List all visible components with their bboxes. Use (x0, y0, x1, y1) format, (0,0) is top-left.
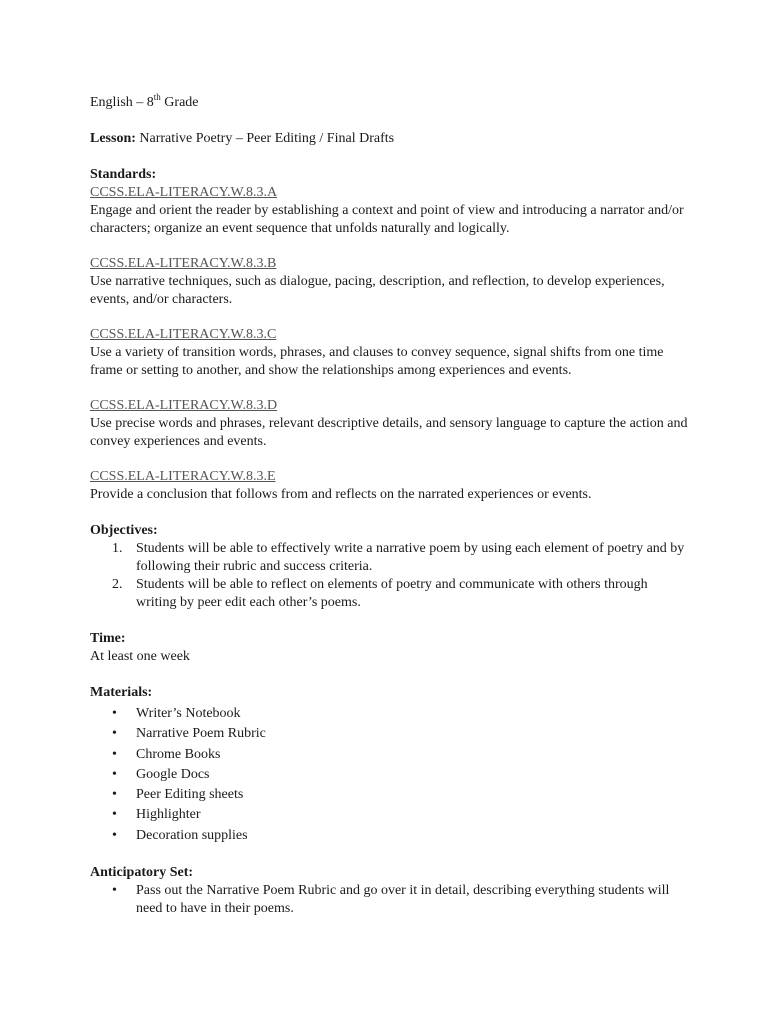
course-subject: English – 8 (90, 95, 154, 110)
standard-text: Use a variety of transition words, phrases, and clauses to convey sequence, signal shifts from one time frame or setting to another, and show the relationships among experiences and events. (90, 345, 664, 378)
time-section (90, 630, 690, 666)
objective-number: 1. (112, 541, 123, 556)
objectives-section (90, 522, 690, 612)
lesson-line (90, 130, 690, 148)
objective-text: Students will be able to reflect on elements of poetry and communicate with others through writing by peer edit each other’s poems. (136, 577, 648, 610)
anticipatory-set-heading: Anticipatory Set: (90, 865, 194, 881)
lesson-title: Narrative Poetry – Peer Editing / Final Drafts (135, 131, 395, 146)
material-text: Highlighter (136, 807, 201, 823)
materials-list (90, 704, 690, 846)
anticipatory-text: Pass out the Narrative Poem Rubric and go over it in detail, describing everything students will need to have in their poems. (136, 883, 670, 917)
bullet-icon: • (112, 766, 117, 782)
grade-superscript: th (153, 92, 161, 102)
material-text: Google Docs (136, 766, 210, 782)
standard-item (90, 255, 690, 309)
anticipatory-set-section (90, 864, 690, 918)
objective-item (90, 576, 690, 612)
document-content (90, 94, 690, 918)
material-item (90, 765, 690, 785)
standard-item (90, 326, 690, 380)
material-text: Chrome Books (136, 746, 221, 762)
bullet-icon: • (112, 706, 117, 721)
grade-word: Grade (160, 95, 199, 110)
standard-item (90, 184, 690, 238)
standard-text: Use precise words and phrases, relevant descriptive details, and sensory language to capture the action and convey experiences and events. (90, 416, 688, 449)
standards-section (90, 166, 690, 504)
bullet-icon: • (112, 746, 117, 762)
objectives-list (90, 540, 690, 612)
time-heading: Time: (90, 631, 126, 646)
standard-code-link[interactable]: CCSS.ELA-LITERACY.W.8.3.B (90, 256, 277, 271)
objective-text: Students will be able to effectively write a narrative poem by using each element of poetry and by following their rubric and success criteria. (136, 541, 685, 574)
material-item (90, 785, 690, 805)
materials-section (90, 684, 690, 846)
course-header (90, 94, 690, 112)
bullet-icon: • (112, 827, 117, 843)
material-text: Writer’s Notebook (136, 706, 241, 721)
standard-code-link[interactable]: CCSS.ELA-LITERACY.W.8.3.C (90, 327, 277, 342)
materials-heading: Materials: (90, 685, 153, 700)
material-item (90, 704, 690, 724)
lesson-label: Lesson: (90, 131, 136, 146)
standard-text: Engage and orient the reader by establishing a context and point of view and introducing a narrator and/or characters; organize an event sequence that unfolds naturally and logically. (90, 203, 684, 236)
bullet-icon: • (112, 883, 117, 899)
material-text: Decoration supplies (136, 827, 248, 843)
material-item (90, 724, 690, 744)
standard-code-link[interactable]: CCSS.ELA-LITERACY.W.8.3.D (90, 398, 278, 413)
material-item (90, 826, 690, 846)
bullet-icon: • (112, 807, 117, 823)
material-text: Peer Editing sheets (136, 787, 244, 803)
objective-item (90, 540, 690, 576)
standard-code-link[interactable]: CCSS.ELA-LITERACY.W.8.3.A (90, 185, 278, 200)
objective-number: 2. (112, 577, 123, 592)
material-text: Narrative Poem Rubric (136, 726, 266, 742)
objectives-heading: Objectives: (90, 523, 158, 538)
standard-item (90, 397, 690, 451)
bullet-icon: • (112, 787, 117, 803)
standard-item (90, 468, 690, 504)
anticipatory-set-list (90, 882, 690, 918)
time-value: At least one week (90, 649, 190, 664)
bullet-icon: • (112, 726, 117, 742)
standard-text: Use narrative techniques, such as dialogue, pacing, description, and reflection, to develop experiences, events, and/or characters. (90, 274, 665, 307)
standard-text: Provide a conclusion that follows from and reflects on the narrated experiences or events. (90, 487, 592, 502)
anticipatory-item (90, 882, 690, 918)
material-item (90, 805, 690, 825)
standard-code-link[interactable]: CCSS.ELA-LITERACY.W.8.3.E (90, 469, 276, 484)
material-item (90, 745, 690, 765)
standards-heading: Standards: (90, 167, 157, 182)
